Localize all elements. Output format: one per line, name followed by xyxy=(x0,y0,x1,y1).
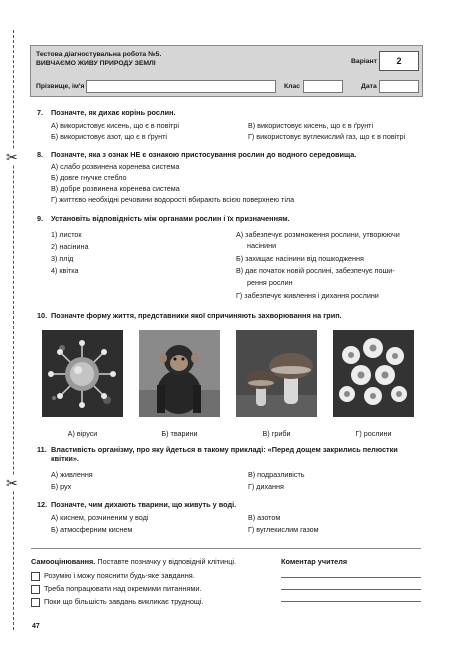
cut-line xyxy=(13,30,14,630)
variant-value: 2 xyxy=(379,51,419,71)
question-number: 9. xyxy=(37,214,44,223)
question-11 xyxy=(37,445,427,463)
test-title: Тестова діагностувальна робота №5. xyxy=(36,51,162,58)
comment-line[interactable] xyxy=(281,589,421,590)
scissors-icon: ✂ xyxy=(6,475,18,491)
option-a[interactable]: А) використовує кисень, що є в повітрі xyxy=(51,121,179,130)
question-text: Установіть відповідність між органами рослин і їх призначенням. xyxy=(51,214,290,223)
question-9 xyxy=(37,214,290,223)
purpose-item-cont: насінини xyxy=(247,241,277,250)
page-number: 47 xyxy=(32,623,40,630)
option-v[interactable]: В) добре розвинена коренева система xyxy=(51,184,180,193)
checkbox[interactable] xyxy=(31,585,40,594)
class-label: Клас xyxy=(284,83,301,90)
test-subtitle: ВИВЧАЄМО ЖИВУ ПРИРОДУ ЗЕМЛІ xyxy=(36,60,156,67)
date-label: Дата xyxy=(361,83,377,90)
question-text: Позначте, як дихає корінь рослин. xyxy=(51,108,176,117)
question-number: 12. xyxy=(37,500,48,509)
question-8 xyxy=(37,150,356,159)
comment-line[interactable] xyxy=(281,577,421,578)
purpose-item: Г) забезпечує живлення і дихання рослини xyxy=(236,291,379,300)
purpose-item: В) дає початок новій рослині, забезпечує поши- xyxy=(236,266,395,275)
option-b[interactable]: Б) довге гнучке стебло xyxy=(51,173,127,182)
question-text: Властивість організму, про яку йдеться в такому прикладі: «Перед дощем закрились пелюстки xyxy=(51,445,398,454)
option-b[interactable]: Б) рух xyxy=(51,482,72,491)
option-a[interactable]: А) киснем, розчиненим у воді xyxy=(51,513,149,522)
variant-label: Варіант xyxy=(351,58,377,65)
question-number: 8. xyxy=(37,150,44,159)
organ-item: 2) насінина xyxy=(51,242,89,251)
caption-v[interactable]: В) гриби xyxy=(262,429,291,438)
option-g[interactable]: Г) використовує вуглекислий газ, що є в повітрі xyxy=(248,132,406,141)
question-12 xyxy=(37,500,236,509)
caption-g[interactable]: Г) рослини xyxy=(355,429,392,438)
purpose-item: А) забезпечує розмноження рослини, утворюючи xyxy=(236,230,400,239)
option-g[interactable]: Г) життєво необхідні речовини водорості вбирають всією поверхнею тіла xyxy=(51,195,295,204)
checkbox[interactable] xyxy=(31,598,40,607)
self-assessment-item: Поки що більшість завдань викликає труднощі. xyxy=(31,597,204,607)
self-assessment xyxy=(31,548,421,606)
date-field[interactable] xyxy=(379,80,419,93)
name-field[interactable] xyxy=(86,80,276,93)
question-text: Позначте, чим дихають тварини, що живуть у воді. xyxy=(51,500,237,509)
purpose-item: Б) захищає насінини від пошкодження xyxy=(236,254,364,263)
caption-b[interactable]: Б) тварини xyxy=(161,429,198,438)
self-assessment-title: Самооцінювання. Поставте позначку у відповідній клітинці. xyxy=(31,557,237,566)
class-field[interactable] xyxy=(303,80,343,93)
scissors-icon: ✂ xyxy=(6,149,18,165)
question-number: 7. xyxy=(37,108,44,117)
organ-item: 1) листок xyxy=(51,230,82,239)
teacher-comment-label: Коментар учителя xyxy=(281,557,348,566)
flowers-image[interactable] xyxy=(333,330,414,417)
option-g[interactable]: Г) дихання xyxy=(248,482,284,491)
organ-item: 4) квітка xyxy=(51,266,79,275)
option-v[interactable]: В) азотом xyxy=(248,513,281,522)
option-b[interactable]: Б) використовує азот, що є в ґрунті xyxy=(51,132,167,141)
self-assessment-item: Треба попрацювати над окремими питаннями. xyxy=(31,584,201,594)
question-number: 11. xyxy=(37,445,47,454)
question-7 xyxy=(37,108,176,117)
organ-item: 3) плід xyxy=(51,254,74,263)
self-assessment-item: Розумію і можу пояснити будь-яке завдання. xyxy=(31,571,195,581)
option-a[interactable]: А) живлення xyxy=(51,470,93,479)
purpose-item-cont: рення рослин xyxy=(247,278,293,287)
option-v[interactable]: В) використовує кисень, що є в ґрунті xyxy=(248,121,374,130)
virus-image[interactable] xyxy=(42,330,123,417)
question-number: 10. xyxy=(37,311,48,320)
test-header xyxy=(30,45,423,97)
option-v[interactable]: В) подразливість xyxy=(248,470,305,479)
question-text: Позначте, яка з ознак НЕ є ознакою пристосування рослин до водного середовища. xyxy=(51,150,357,159)
checkbox[interactable] xyxy=(31,572,40,581)
caption-a[interactable]: А) віруси xyxy=(67,429,98,438)
chimpanzee-image[interactable] xyxy=(139,330,220,417)
question-text-cont: квітки». xyxy=(51,454,79,464)
name-label: Прізвище, ім'я xyxy=(36,83,85,90)
comment-line[interactable] xyxy=(281,601,421,602)
option-b[interactable]: Б) атмосферним киснем xyxy=(51,525,133,534)
mushroom-image[interactable] xyxy=(236,330,317,417)
option-g[interactable]: Г) вуглекислим газом xyxy=(248,525,319,534)
question-text: Позначте форму життя, представники якої спричиняють захворювання на грип. xyxy=(51,311,342,320)
option-a[interactable]: А) слабо розвинена коренева система xyxy=(51,162,180,171)
question-10 xyxy=(37,311,342,320)
